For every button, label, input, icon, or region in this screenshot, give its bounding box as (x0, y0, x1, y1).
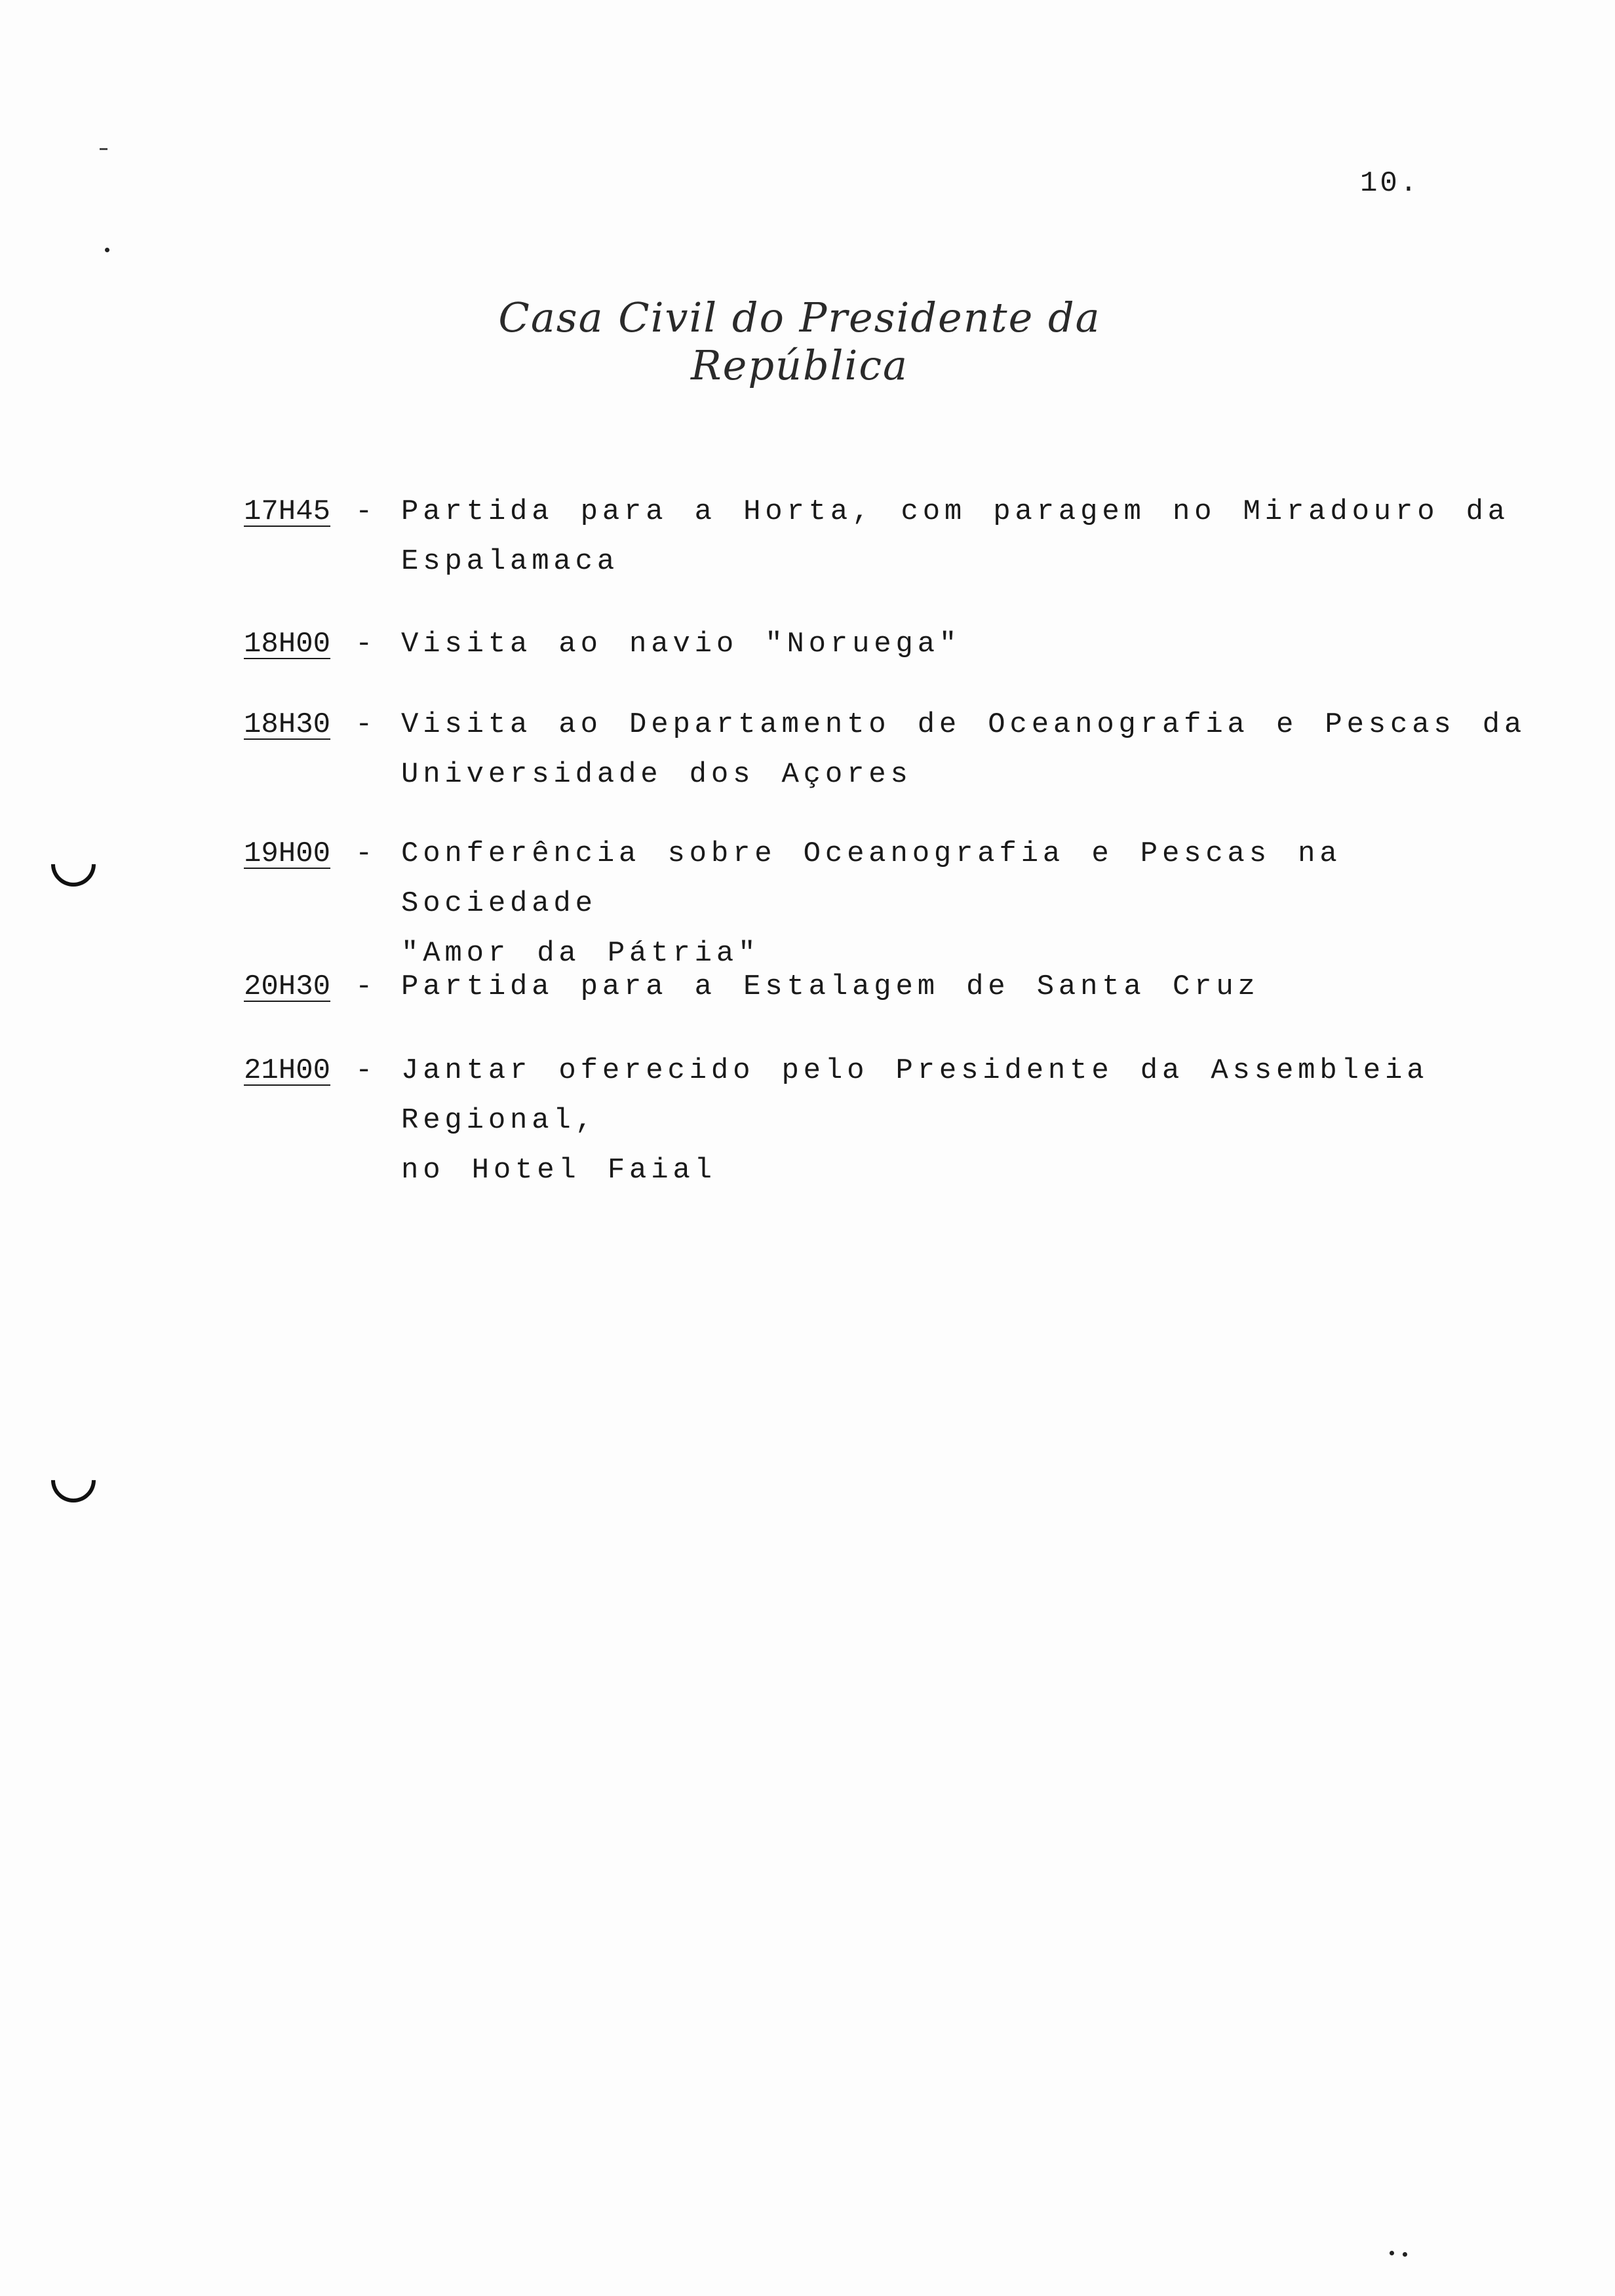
entry-time: 19H00 (244, 837, 331, 870)
scan-mark (100, 148, 107, 150)
entry-separator: - (355, 495, 373, 528)
entry-description: Visita ao navio "Noruega" (401, 628, 962, 660)
scan-mark (105, 248, 109, 252)
entry-description: Jantar oferecido pelo Presidente da Assembleia Regional, no Hotel Faial (401, 1054, 1429, 1187)
entry-description: Partida para a Estalagem de Santa Cruz (401, 970, 1260, 1003)
scan-mark (1390, 2251, 1394, 2255)
entry-separator: - (355, 628, 373, 660)
entry-description: Conferência sobre Oceanografia e Pescas na Sociedade "Amor da Pátria" (401, 837, 1342, 970)
entry-description: Partida para a Horta, com paragem no Miradouro da Espalamaca (401, 495, 1510, 578)
scan-mark (1403, 2252, 1407, 2257)
entry-time: 21H00 (244, 1054, 331, 1087)
entry-separator: - (355, 837, 373, 870)
entry-separator: - (355, 1054, 373, 1087)
letterhead: Casa Civil do Presidente da República (498, 294, 1101, 389)
binding-hole-mark (42, 1449, 105, 1512)
entry-time: 18H00 (244, 628, 331, 660)
entry-separator: - (355, 970, 373, 1003)
entry-time: 17H45 (244, 495, 331, 528)
entry-time: 20H30 (244, 970, 331, 1003)
entry-description: Visita ao Departamento de Oceanografia e Pescas da Universidade dos Açores (401, 708, 1527, 791)
binding-hole-mark (42, 833, 105, 896)
entry-separator: - (355, 708, 373, 741)
page-number: 10. (1360, 167, 1420, 200)
entry-time: 18H30 (244, 708, 331, 741)
